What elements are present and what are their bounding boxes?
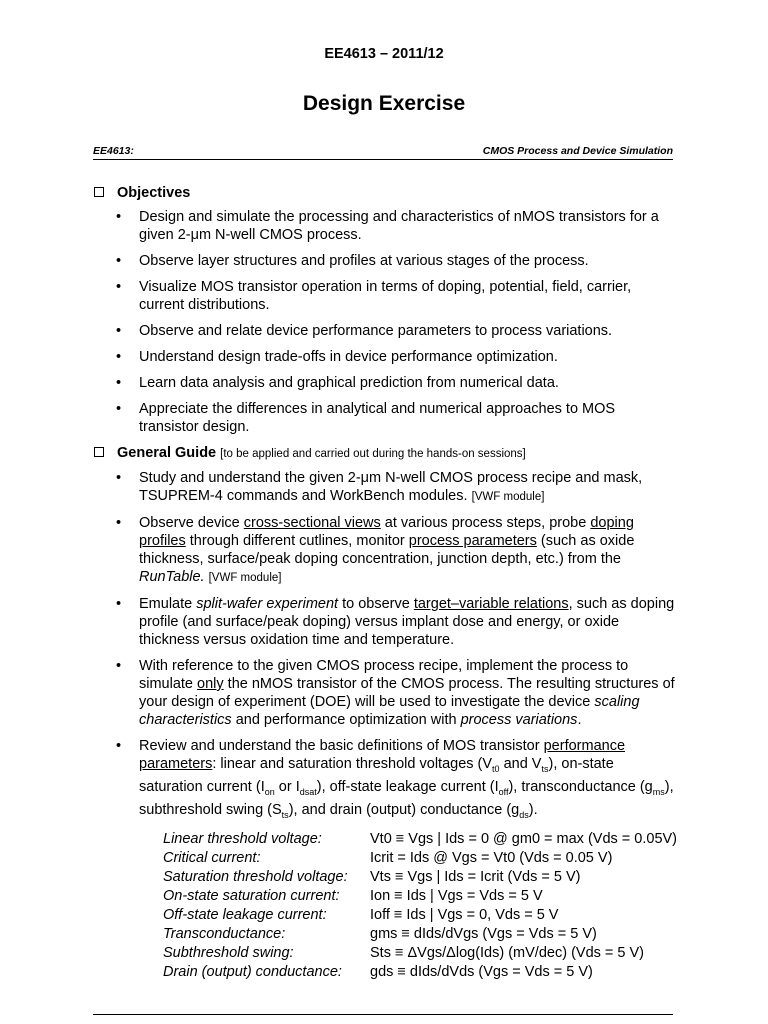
guide-heading-text: General Guide: [117, 445, 217, 461]
footer-divider: [93, 1014, 673, 1015]
definition-row: Critical current: Icrit = Ids @ Vgs = Vt0 (Vds = 0.05 V): [163, 849, 613, 866]
list-item: • Appreciate the differences in analytical and numerical approaches to MOS transistor design.: [116, 401, 616, 435]
guide-note: [to be applied and carried out during the hands-on sessions]: [220, 448, 526, 460]
list-item: • Observe and relate device performance parameters to process variations.: [116, 323, 613, 339]
running-header-left: EE4613:: [93, 145, 134, 157]
guide-heading: [93, 444, 678, 463]
definition-row: Drain (output) conductance: gds ≡ dIds/dVds (Vgs = Vds = 5 V): [163, 963, 593, 980]
bullet-icon: •: [116, 596, 122, 612]
checkbox-icon: [94, 447, 104, 457]
list-item: • Emulate split-wafer experiment to observe target–variable relations, such as doping profile (and surface/peak doping) versus implant dose and energy, or oxide thickness versus oxidation time and temperature.: [116, 596, 675, 648]
definition-row: Off-state leakage current: Ioff ≡ Ids | Vgs = 0, Vds = 5 V: [163, 906, 559, 923]
objectives-heading-text: Objectives: [117, 185, 191, 201]
bullet-icon: •: [116, 375, 122, 391]
bullet-icon: •: [116, 401, 122, 417]
list-item: • Learn data analysis and graphical prediction from numerical data.: [116, 375, 559, 391]
list-item: • Study and understand the given 2-μm N-well CMOS process recipe and mask, TSUPREM-4 commands and WorkBench modules. [VWF module]: [116, 470, 643, 504]
definitions-table: [163, 830, 678, 982]
page-title: Design Exercise: [302, 92, 466, 115]
bullet-icon: •: [116, 515, 122, 531]
list-item: • With reference to the given CMOS process recipe, implement the process to simulate only the nMOS transistor of the CMOS process. The resulting structures of your design of experiment (DOE) will be used to investigate the device scaling characteristics and performance optimization with process variations.: [116, 658, 675, 728]
guide-list: [93, 469, 678, 824]
bullet-icon: •: [116, 209, 122, 225]
bullet-icon: •: [116, 349, 122, 365]
objectives-list: [93, 208, 678, 436]
definition-row: Linear threshold voltage: Vt0 ≡ Vgs | Ids = 0 @ gm0 = max (Vds = 0.05V): [163, 830, 678, 847]
running-header-right: CMOS Process and Device Simulation: [482, 145, 673, 157]
definition-row: Saturation threshold voltage: Vts ≡ Vgs | Ids = Icrit (Vds = 5 V): [163, 868, 581, 885]
list-item: • Observe device cross-sectional views at various process steps, probe doping profiles through different cutlines, monitor process parameters (such as oxide thickness, surface/peak doping concentration, junction depth, etc.) from the RunTable. [VWF module]: [116, 515, 635, 585]
list-item: • Understand design trade-offs in device performance optimization.: [116, 349, 558, 365]
bullet-icon: •: [116, 658, 122, 674]
list-item: • Review and understand the basic definitions of MOS transistor performance parameters: linear and saturation threshold voltages ($V_{t0}$ and $V_{ts}$), on-state saturation current ($I_{on}$ or $I_{dsat}$), off-state leakage current $(I_{off})$, transconductance $(g_{ms})$, subthreshold swing $(S_{ts})$, and drain (output) conductance $(g_{ds})$.: [116, 738, 674, 820]
definition-row: On-state saturation current: Ion ≡ Ids | Vgs = Vds = 5 V: [163, 887, 543, 904]
content: [93, 184, 678, 982]
bullet-icon: •: [116, 279, 122, 295]
checkbox-icon: [94, 187, 104, 197]
definition-row: Subthreshold swing: Sts ≡ ΔVgs/Δlog(Ids) (mV/dec) (Vds = 5 V): [163, 944, 645, 961]
objectives-heading: [93, 184, 678, 202]
list-item: • Design and simulate the processing and characteristics of nMOS transistors for a given 2-μm N-well CMOS process.: [116, 209, 659, 243]
bullet-icon: •: [116, 253, 122, 269]
running-header: [93, 145, 673, 160]
definition-row: Transconductance: gms ≡ dIds/dVgs (Vgs = Vds = 5 V): [163, 925, 597, 942]
bullet-icon: •: [116, 738, 122, 754]
bullet-icon: •: [116, 470, 122, 486]
bullet-icon: •: [116, 323, 122, 339]
list-item: • Observe layer structures and profiles at various stages of the process.: [116, 253, 589, 269]
list-item: • Visualize MOS transistor operation in terms of doping, potential, field, carrier, current distributions.: [116, 279, 632, 313]
course-code: EE4613 – 2011/12: [324, 46, 444, 62]
